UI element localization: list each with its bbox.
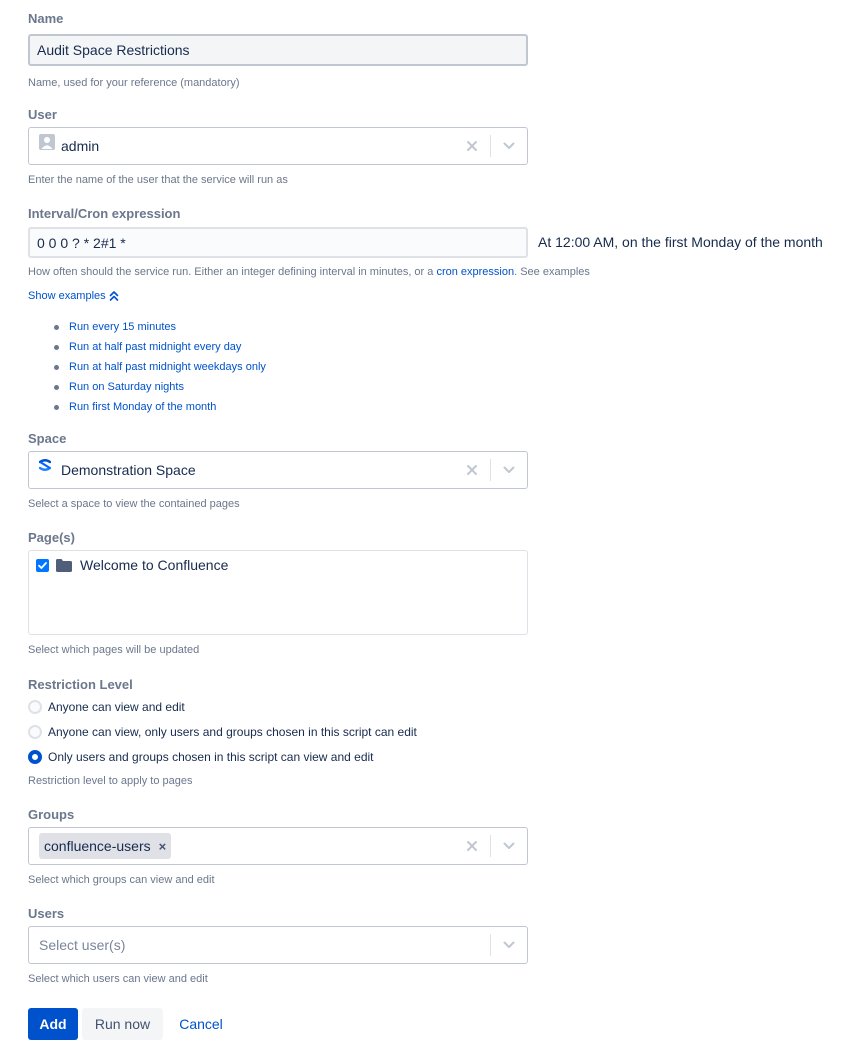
folder-icon <box>55 558 73 573</box>
cancel-button[interactable]: Cancel <box>179 1016 223 1032</box>
users-help: Select which users can view and edit <box>28 973 208 985</box>
radio-label: Anyone can view, only users and groups chosen in this script can edit <box>48 724 417 739</box>
users-label: Users <box>28 906 65 921</box>
users-select[interactable] <box>28 926 528 964</box>
example-label[interactable]: Run on Saturday nights <box>69 381 184 393</box>
confluence-space-icon <box>39 458 51 474</box>
cron-input[interactable] <box>28 227 528 258</box>
double-chevron-up-icon <box>109 290 119 302</box>
name-help: Name, used for your reference (mandatory) <box>28 77 240 89</box>
name-input-value: Audit Space Restrictions <box>37 42 190 58</box>
groups-clear-icon[interactable] <box>454 828 490 864</box>
page-tree-item[interactable] <box>36 557 228 573</box>
restriction-option[interactable] <box>28 744 417 769</box>
add-button[interactable]: Add <box>28 1008 78 1040</box>
groups-label: Groups <box>28 807 75 822</box>
users-select-placeholder: Select user(s) <box>39 937 126 953</box>
bullet <box>54 385 59 390</box>
user-select[interactable] <box>28 127 528 165</box>
space-clear-icon[interactable] <box>454 452 490 488</box>
example-label[interactable]: Run first Monday of the month <box>69 401 217 413</box>
bullet <box>54 405 59 410</box>
examples-list <box>28 317 266 417</box>
user-clear-icon[interactable] <box>454 128 490 164</box>
pages-help: Select which pages will be updated <box>28 644 200 656</box>
cron-description: At 12:00 AM, on the first Monday of the month <box>538 234 823 250</box>
pages-label: Page(s) <box>28 530 75 545</box>
restriction-label: Restriction Level <box>28 677 133 692</box>
restriction-option[interactable] <box>28 694 417 719</box>
radio-button-selected[interactable] <box>28 750 42 764</box>
name-input[interactable] <box>28 34 528 66</box>
show-examples-link[interactable]: Show examples <box>28 290 106 302</box>
example-item[interactable] <box>28 357 266 377</box>
restriction-option[interactable] <box>28 719 417 744</box>
radio-button[interactable] <box>28 700 42 714</box>
space-label: Space <box>28 431 67 446</box>
user-avatar-icon <box>39 134 55 153</box>
user-select-value: admin <box>61 138 100 154</box>
cron-expression-link[interactable]: cron expression <box>436 266 515 278</box>
radio-button[interactable] <box>28 725 42 739</box>
bullet <box>54 345 59 350</box>
run-now-button[interactable]: Run now <box>82 1008 163 1040</box>
groups-chevron-down-icon[interactable] <box>491 828 527 864</box>
example-item[interactable] <box>28 397 266 417</box>
space-select-value: Demonstration Space <box>61 462 196 478</box>
page-label: Welcome to Confluence <box>80 557 229 573</box>
example-item[interactable] <box>28 317 266 337</box>
user-chevron-down-icon[interactable] <box>491 128 527 164</box>
example-label[interactable]: Run at half past midnight every day <box>69 341 242 353</box>
example-label[interactable]: Run every 15 minutes <box>69 321 176 333</box>
space-chevron-down-icon[interactable] <box>491 452 527 488</box>
bullet <box>54 365 59 370</box>
restriction-radio-group <box>28 694 417 769</box>
space-select[interactable] <box>28 451 528 489</box>
page-checkbox[interactable] <box>36 559 49 572</box>
groups-select[interactable] <box>28 827 528 865</box>
interval-help-prefix: How often should the service run. Either an integer defining interval in minutes, or a <box>28 266 434 278</box>
interval-help <box>28 266 590 278</box>
users-chevron-down-icon[interactable] <box>491 927 527 963</box>
radio-label: Anyone can view and edit <box>48 699 185 714</box>
user-help: Enter the name of the user that the service will run as <box>28 174 288 186</box>
bullet <box>54 325 59 330</box>
example-item[interactable] <box>28 337 266 357</box>
radio-label: Only users and groups chosen in this script can view and edit <box>48 749 374 764</box>
group-chip <box>39 833 171 859</box>
example-label[interactable]: Run at half past midnight weekdays only <box>69 361 266 373</box>
example-item[interactable] <box>28 377 266 397</box>
space-help: Select a space to view the contained pages <box>28 498 240 510</box>
name-label: Name <box>28 11 64 26</box>
restriction-help: Restriction level to apply to pages <box>28 775 193 787</box>
interval-label: Interval/Cron expression <box>28 206 181 221</box>
chip-remove-icon[interactable]: × <box>158 838 167 854</box>
user-label: User <box>28 107 57 122</box>
show-examples-toggle[interactable] <box>28 290 119 302</box>
cron-input-value: 0 0 0 ? * 2#1 * <box>37 234 126 251</box>
page-tree <box>28 550 528 635</box>
interval-help-suffix: . See examples <box>514 266 590 278</box>
group-chip-label: confluence-users <box>44 838 151 854</box>
groups-help: Select which groups can view and edit <box>28 874 215 886</box>
